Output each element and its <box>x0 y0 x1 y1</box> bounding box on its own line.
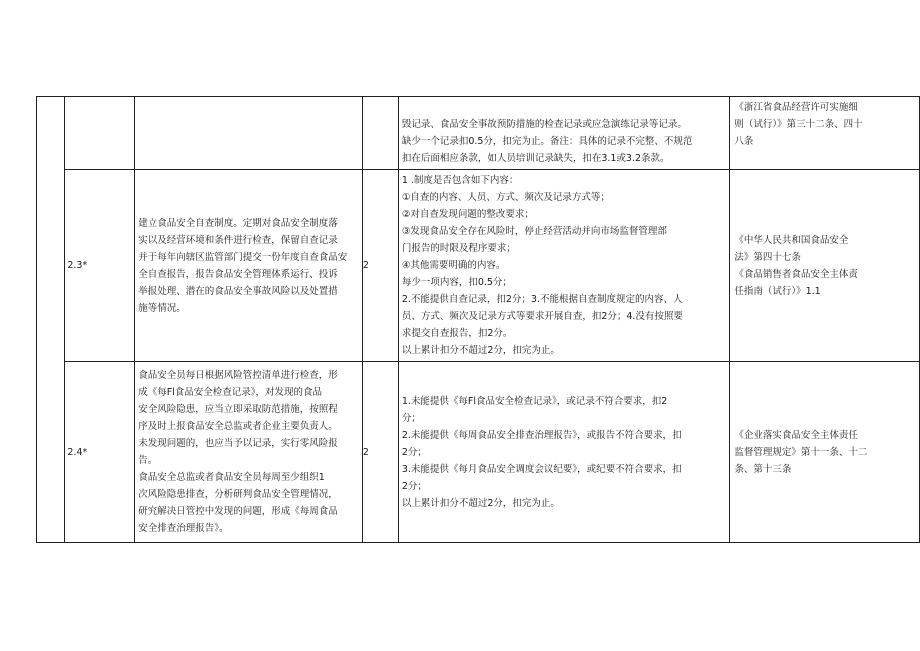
basis-line: 则（试行）》第三十二条、四十 <box>734 119 863 130</box>
basis-line: 监督管理规定》第十一条、十二 <box>734 446 868 458</box>
criteria-line: 门报告的时限及程序要求； <box>401 243 516 254</box>
criteria-line: 分； <box>401 412 421 424</box>
requirement-line: 未发现问题的，也应当予以记录，实行零风险报 <box>138 438 338 449</box>
criteria-cell <box>398 362 730 543</box>
requirement-line: 告。 <box>138 455 158 466</box>
criteria-line: 扣在后面相应条款，如人员培训记录缺失，扣在3.1或3.2条款。 <box>401 153 670 164</box>
requirement-line: 次风险隐患排查，分析研判食品安全管理情况， <box>138 489 338 500</box>
table-row <box>37 170 920 362</box>
requirement-line: 并于每年向辖区监管部门提交一份年度自查食品安 <box>138 251 348 263</box>
requirement-line: 研究解决日管控中发现的问题，形成《每周食品 <box>138 506 338 517</box>
table-row <box>37 97 920 170</box>
requirement-line: 举报处理、潜在的食品安全事故风险以及处置措 <box>138 285 338 297</box>
basis-cell <box>730 170 920 362</box>
criteria-line: 2分； <box>401 480 427 492</box>
item-id-cell: 2.3* <box>65 170 135 362</box>
requirement-line: 建立食品安全自查制度。定期对食品安全制度落 <box>138 217 338 229</box>
requirement-line: 安全风险隐患，应当立即采取防范措施，按照程 <box>138 404 338 415</box>
criteria-line: 2分； <box>401 446 427 458</box>
basis-line: 任指南（试行）》1.1 <box>734 285 821 297</box>
criteria-line: 3.未能提供《每月食品安全调度会议纪要》，或纪要不符合要求，扣 <box>401 463 682 475</box>
criteria-line: ①自查的内容、人员、方式、频次及记录方式等； <box>401 192 610 203</box>
score-cell: 2 <box>362 170 398 362</box>
requirement-line: 安全排查治理报告》。 <box>138 523 229 534</box>
requirement-line: 序及时上报食品安全总监或者企业主要负责人。 <box>138 421 338 432</box>
criteria-line: 缺少一个记录扣0.5分，扣完为止。备注：具体的记录不完整、不规范 <box>401 136 693 147</box>
inspection-table <box>36 96 920 543</box>
basis-line: 《浙江省食品经营许可实施细 <box>734 102 858 113</box>
requirement-line: 实以及经营环境和条件进行检查，保留自查记录 <box>138 234 338 246</box>
criteria-line: 2.未能提供《每周食品安全排查治理报告》，或报告不符合要求，扣 <box>401 429 682 441</box>
criteria-line: 以上累计扣分不超过2分，扣完为止。 <box>401 497 560 509</box>
criteria-line: ④其他需要明确的内容。 <box>401 260 506 271</box>
criteria-cell <box>398 170 730 362</box>
criteria-line: ③发现食品安全存在风险时，停止经营活动并向市场监督管理部 <box>401 226 667 237</box>
criteria-line: 毁记录、食品安全事故预防措施的检查记录或应急演练记录等记录。 <box>401 119 687 130</box>
basis-line: 《中华人民共和国食品安全 <box>734 234 849 246</box>
item-id-cell: 2.4* <box>65 362 135 543</box>
score-cell <box>362 97 398 170</box>
basis-line: 八条 <box>734 136 754 147</box>
requirement-line: 食品安全员每日根据风险管控清单进行检查，形 <box>138 370 338 381</box>
basis-cell <box>730 97 920 170</box>
criteria-cell <box>398 97 730 170</box>
criteria-line: 1 .制度是否包含如下内容： <box>401 175 519 186</box>
basis-cell <box>730 362 920 543</box>
criteria-line: ②对自查发现问题的整改要求； <box>401 209 534 220</box>
requirement-line: 施等情况。 <box>138 302 186 314</box>
requirement-cell <box>135 170 363 362</box>
requirement-cell <box>135 362 363 543</box>
basis-line: 法》第四十七条 <box>734 251 801 263</box>
criteria-line: 以上累计扣分不超过2分，扣完为止。 <box>401 345 560 356</box>
basis-line: 条、第十三条 <box>734 463 792 475</box>
basis-line: 《食品销售者食品安全主体责 <box>734 268 858 280</box>
criteria-line: 2.不能提供自查记录，扣2分；3.不能根据自查制度规定的内容、人 <box>401 294 683 305</box>
criteria-line: 求提交自查报告，扣2分。 <box>401 328 513 339</box>
item-id-cell <box>65 97 135 170</box>
criteria-line: 每少一项内容，扣0.5分； <box>401 277 512 288</box>
basis-line: 《企业落实食品安全主体责任 <box>734 429 858 441</box>
requirement-line: 全自查报告，报告食品安全管理体系运行、投诉 <box>138 268 338 280</box>
criteria-line: 员、方式、频次及记录方式等要求开展自查，扣2分；4.没有按照要 <box>401 311 683 322</box>
requirement-line: 食品安全总监或者食品安全员每周至少组织1 <box>138 472 325 483</box>
category-cell <box>37 97 65 543</box>
criteria-line: 1.未能提供《每Fl食品安全检查记录》，或记录不符合要求，扣2 <box>401 395 668 407</box>
requirement-line: 成《每Fl食品安全检查记录》，对发现的食品 <box>138 387 323 398</box>
table-row <box>37 362 920 543</box>
requirement-cell <box>135 97 363 170</box>
score-cell: 2 <box>362 362 398 543</box>
